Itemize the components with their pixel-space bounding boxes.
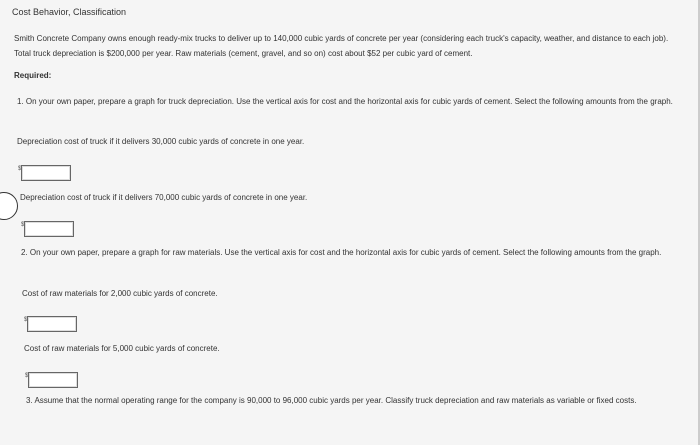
q2-item1-label: Cost of raw materials for 2,000 cubic yards of concrete. [22,289,218,298]
question-1-text: 1. On your own paper, prepare a graph for truck depreciation. Use the vertical axis for cost and the horizontal axis for cubic yards of cement. Select the following amounts from the graph. [17,97,673,106]
q1-item1-label: Depreciation cost of truck if it delivers 30,000 cubic yards of concrete in one year. [17,137,305,146]
dep-70000-input[interactable] [24,221,74,237]
question-marker-icon [0,192,18,220]
dollar-sign: $ [21,222,25,228]
dollar-sign: $ [24,317,28,323]
question-3-text: 3. Assume that the normal operating range for the company is 90,000 to 96,000 cubic yards per year. Classify truck depreciation and raw materials as variable or fixed costs. [26,396,637,405]
problem-intro: Smith Concrete Company owns enough ready-mix trucks to deliver up to 140,000 cubic yards of concrete per year (considering each truck's capacity, weather, and distance to each job). Total truck depreciation is $200,000 per year. Raw materials (cement, gravel, and so on) cost about $52 per cubic yard of cement. [14,34,669,58]
dep-30000-input[interactable] [21,165,71,181]
problem-title: Cost Behavior, Classification [12,7,127,17]
q2-item1-field [24,316,77,332]
q2-item2-label: Cost of raw materials for 5,000 cubic yards of concrete. [24,344,220,353]
q1-item2-label: Depreciation cost of truck if it delivers 70,000 cubic yards of concrete in one year. [20,193,308,202]
raw-2000-input[interactable] [27,316,77,332]
raw-5000-input[interactable] [28,372,78,388]
question-2-text: 2. On your own paper, prepare a graph for raw materials. Use the vertical axis for cost and the horizontal axis for cubic yards of cement. Select the following amounts from the graph. [21,248,662,257]
required-label: Required: [14,71,52,80]
q2-item2-field [25,372,78,388]
dollar-sign: $ [18,166,22,172]
q1-item2-field [21,221,74,237]
dollar-sign: $ [25,373,29,379]
q1-item1-field [18,165,71,181]
